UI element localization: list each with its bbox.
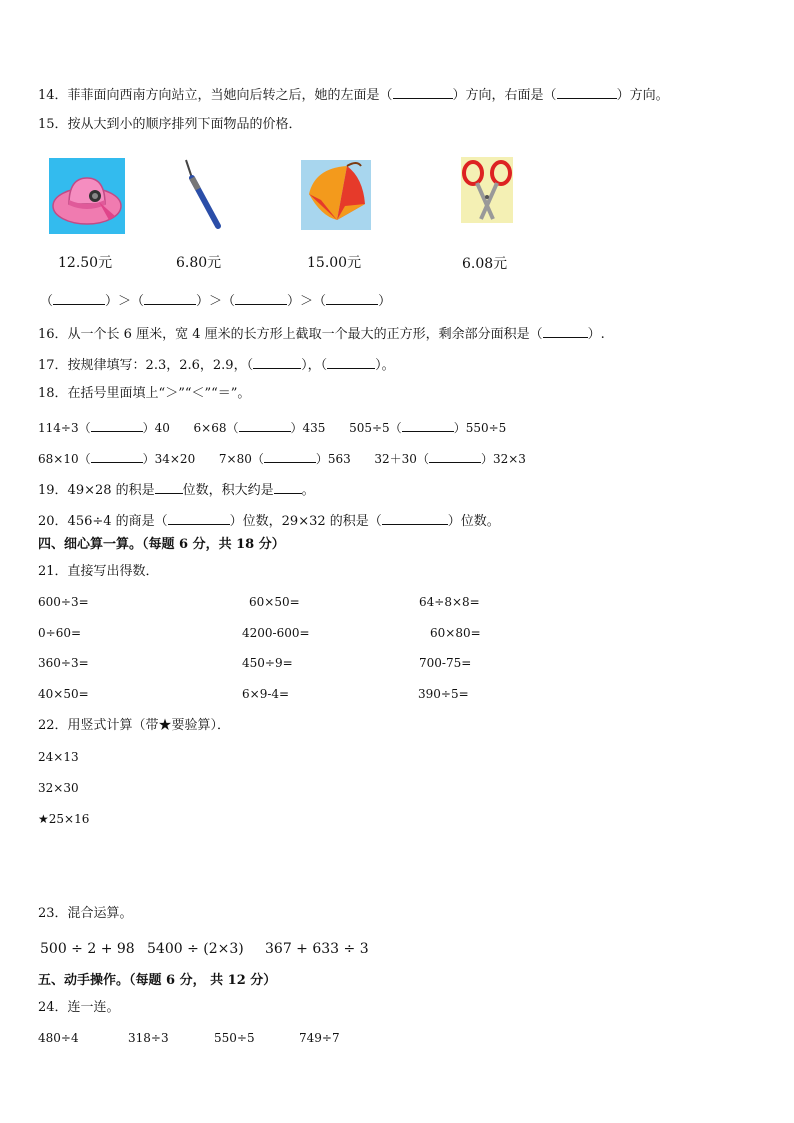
answer-blank[interactable]	[239, 419, 291, 432]
answer-blank[interactable]	[402, 419, 454, 432]
question-18: 18．在括号里面填上“＞”“＜”“＝”。	[38, 386, 251, 401]
answer-blank[interactable]	[91, 450, 143, 463]
answer-blank[interactable]	[53, 292, 105, 305]
section-4-heading: 四、细心算一算。（每题 6 分，共 18 分）	[38, 537, 285, 552]
answer-blank[interactable]	[144, 292, 196, 305]
answer-blank[interactable]	[429, 450, 481, 463]
answer-blank[interactable]	[327, 356, 375, 369]
answer-blank[interactable]	[253, 356, 301, 369]
answer-blank[interactable]	[393, 86, 453, 99]
answer-blank[interactable]	[543, 325, 588, 338]
answer-blank[interactable]	[557, 86, 617, 99]
answer-blank[interactable]	[235, 292, 287, 305]
calc-item: 4200-600=	[242, 626, 310, 640]
question-17: 17．按规律填写：2.3，2.6，2.9，（ ），（ ）。	[38, 358, 395, 373]
calc-item: 360÷3=	[38, 656, 89, 670]
vertical-calc-item: 32×30	[38, 781, 79, 795]
mixed-calc-item: 500 ÷ 2 + 98	[40, 941, 135, 957]
calc-item: 700-75=	[419, 656, 472, 670]
answer-blank[interactable]	[264, 450, 316, 463]
q14-text-1: 14．菲菲面向西南方向站立，当她向后转之后，她的左面是（	[38, 88, 393, 103]
calc-item: 6×9-4=	[242, 687, 290, 701]
calc-item: 0÷60=	[38, 626, 82, 640]
calc-item: 60×50=	[249, 595, 300, 609]
calc-item: 600÷3=	[38, 595, 89, 609]
calc-item: 450÷9=	[242, 656, 293, 670]
q14-text-3: ）方向。	[616, 88, 669, 103]
question-21: 21．直接写出得数．	[38, 564, 159, 579]
price-pen: 6.80元	[176, 255, 222, 271]
q14-text-2: ）方向，右面是（	[452, 88, 557, 103]
answer-blank[interactable]	[326, 292, 378, 305]
hat-icon	[49, 158, 125, 234]
match-item[interactable]: 550÷5	[214, 1031, 255, 1045]
q18-row-2: 68×10（ ）34×20 7×80（ ）563 32＋30（ ）32×3	[38, 452, 526, 466]
match-item[interactable]: 480÷4	[38, 1031, 79, 1045]
calc-item: 40×50=	[38, 687, 89, 701]
vertical-calc-item: 24×13	[38, 750, 79, 764]
scissors-icon	[461, 157, 513, 223]
answer-blank[interactable]	[274, 481, 302, 494]
calc-item: 60×80=	[430, 626, 481, 640]
question-15: 15．按从大到小的顺序排列下面物品的价格．	[38, 117, 302, 132]
match-item[interactable]: 318÷3	[128, 1031, 169, 1045]
question-20: 20．456÷4 的商是（ ）位数，29×32 的积是（ ）位数。	[38, 514, 500, 529]
ordering-row: （ ）＞（ ）＞（ ）＞（ ）	[40, 294, 392, 309]
price-scissors: 6.08元	[462, 256, 508, 272]
mixed-calc-item: 5400 ÷ (2×3)	[147, 941, 244, 957]
answer-blank[interactable]	[382, 512, 448, 525]
question-24: 24．连一连。	[38, 1000, 120, 1015]
question-14	[38, 86, 669, 102]
answer-blank[interactable]	[91, 419, 143, 432]
price-umbrella: 15.00元	[307, 255, 362, 271]
section-5-heading: 五、动手操作。（每题 6 分， 共 12 分）	[38, 973, 277, 988]
mixed-calc-item: 367 + 633 ÷ 3	[265, 941, 369, 957]
vertical-calc-item: ★25×16	[38, 812, 90, 826]
answer-blank[interactable]	[155, 481, 183, 494]
pen-icon	[180, 158, 224, 230]
question-16: 16．从一个长 6 厘米，宽 4 厘米的长方形上截取一个最大的正方形，剩余部分面积是（ ）.	[38, 327, 605, 342]
match-item[interactable]: 749÷7	[299, 1031, 340, 1045]
calc-item: 64÷8×8=	[419, 595, 480, 609]
question-22: 22．用竖式计算（带★要验算）．	[38, 718, 231, 733]
price-hat: 12.50元	[58, 255, 113, 271]
question-19: 19．49×28 的积是 位数，积大约是 。	[38, 483, 315, 498]
umbrella-icon	[301, 160, 371, 230]
question-23: 23．混合运算。	[38, 906, 133, 921]
q18-row-1: 114÷3（ ）40 6×68（ ）435 505÷5（ ）550÷5	[38, 421, 507, 435]
answer-blank[interactable]	[168, 512, 230, 525]
calc-item: 390÷5=	[418, 687, 469, 701]
